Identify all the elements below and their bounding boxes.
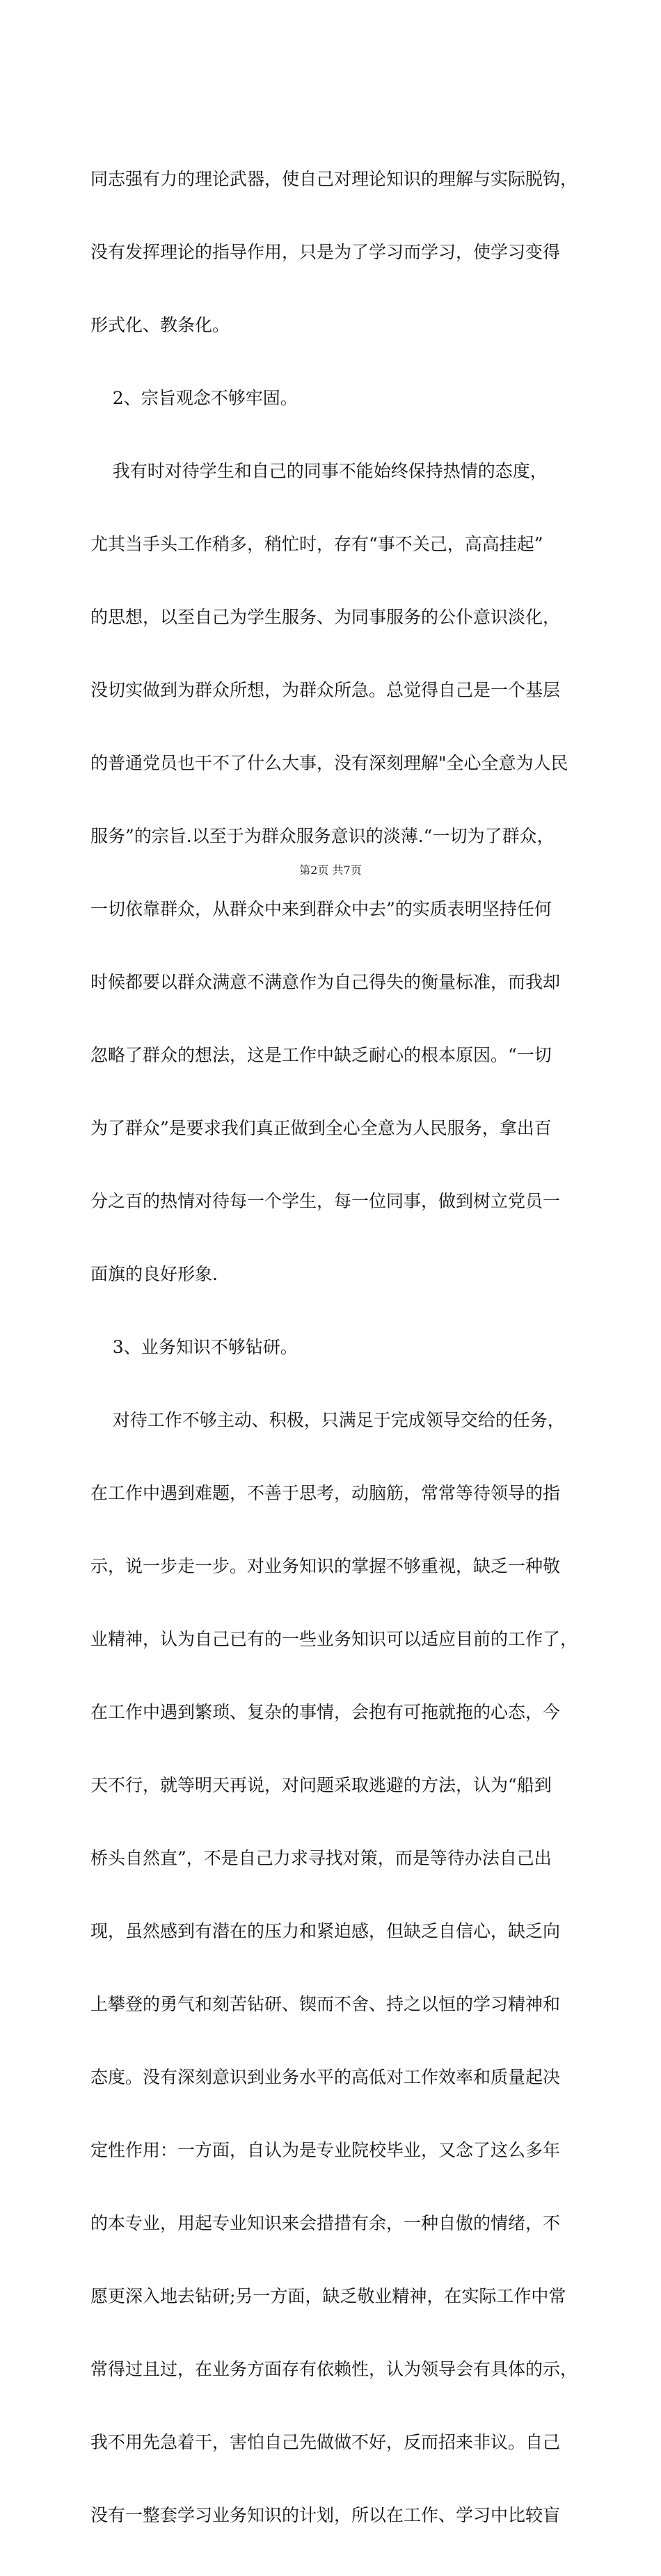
section-heading-2: 2、宗旨观念不够牢固。: [90, 388, 298, 408]
text-line: 形式化、教条化。: [90, 315, 230, 335]
document-body: [90, 118, 578, 2576]
text-line: 分之百的热情对待每一个学生，每一位同事，做到树立党员一: [90, 1191, 561, 1211]
text-line: 常得过且过，在业务方面存有依赖性，认为领导会有具体的示，: [90, 2359, 578, 2379]
text-line: 为了群众”是要求我们真正做到全心全意为人民服务，拿出百: [90, 1118, 552, 1138]
text-line: 没有一整套学习业务知识的计划，所以在工作、学习中比较盲: [90, 2505, 561, 2525]
section-heading-3: 3、业务知识不够钻研。: [90, 1337, 298, 1357]
text-line: 在工作中遇到难题，不善于思考，动脑筋，常常等待领导的指: [90, 1483, 561, 1503]
text-line: 没有发挥理论的指导作用，只是为了学习而学习，使学习变得: [90, 242, 561, 262]
text-line: 态度。没有深刻意识到业务水平的高低对工作效率和质量起决: [90, 2067, 561, 2087]
text-line: 上攀登的勇气和刻苦钻研、锲而不舍、持之以恒的学习精神和: [90, 1994, 561, 2014]
text-line: 面旗的良好形象.: [90, 1264, 218, 1284]
text-line: 业精神，认为自己已有的一些业务知识可以适应目前的工作了，: [90, 1629, 578, 1649]
text-line: 的普通党员也干不了什么大事，没有深刻理解"全心全意为人民: [90, 753, 568, 773]
text-line: 我有时对待学生和自己的同事不能始终保持热情的态度，: [90, 461, 548, 481]
text-line: 服务”的宗旨.以至于为群众服务意识的淡薄.“一切为了群众，: [90, 826, 555, 846]
page-number-footer: 第2页 共7页: [299, 864, 362, 877]
text-line: 桥头自然直”，不是自己力求寻找对策，而是等待办法自己出: [90, 1848, 552, 1868]
text-line: 愿更深入地去钻研;另一方面，缺乏敬业精神，在实际工作中常: [90, 2286, 566, 2306]
text-line: 没切实做到为群众所想，为群众所急。总觉得自己是一个基层: [90, 680, 561, 700]
text-line: 在工作中遇到繁琐、复杂的事情，会抱有可拖就拖的心态，今: [90, 1702, 561, 1722]
text-line: 我不用先急着干，害怕自己先做做不好，反而招来非议。自己: [90, 2432, 561, 2452]
body-text: [90, 118, 578, 2576]
text-line: 忽略了群众的想法，这是工作中缺乏耐心的根本原因。“一切: [90, 1045, 552, 1065]
text-line: 定性作用：一方面，自认为是专业院校毕业，又念了这么多年: [90, 2140, 561, 2160]
text-line: 尤其当手头工作稍多，稍忙时，存有“事不关己，高高挂起”: [90, 534, 543, 554]
text-line: 对待工作不够主动、积极，只满足于完成领导交给的任务，: [90, 1410, 565, 1430]
text-line: 的本专业，用起专业知识来会措措有余，一种自傲的情绪，不: [90, 2213, 561, 2233]
text-line: 同志强有力的理论武器，使自己对理论知识的理解与实际脱钩，: [90, 169, 578, 189]
text-line: 天不行，就等明天再说，对问题采取逃避的方法，认为“船到: [90, 1775, 552, 1795]
text-line: 现，虽然感到有潜在的压力和紧迫感，但缺乏自信心，缺乏向: [90, 1921, 561, 1941]
text-line: 的思想，以至自己为学生服务、为同事服务的公仆意识淡化，: [90, 607, 561, 627]
text-line: 示，说一步走一步。对业务知识的掌握不够重视，缺乏一种敬: [90, 1556, 561, 1576]
text-line: 时候都要以群众满意不满意作为自己得失的衡量标准，而我却: [90, 972, 561, 992]
text-line: 一切依靠群众，从群众中来到群众中去”的实质表明坚持任何: [90, 899, 552, 919]
